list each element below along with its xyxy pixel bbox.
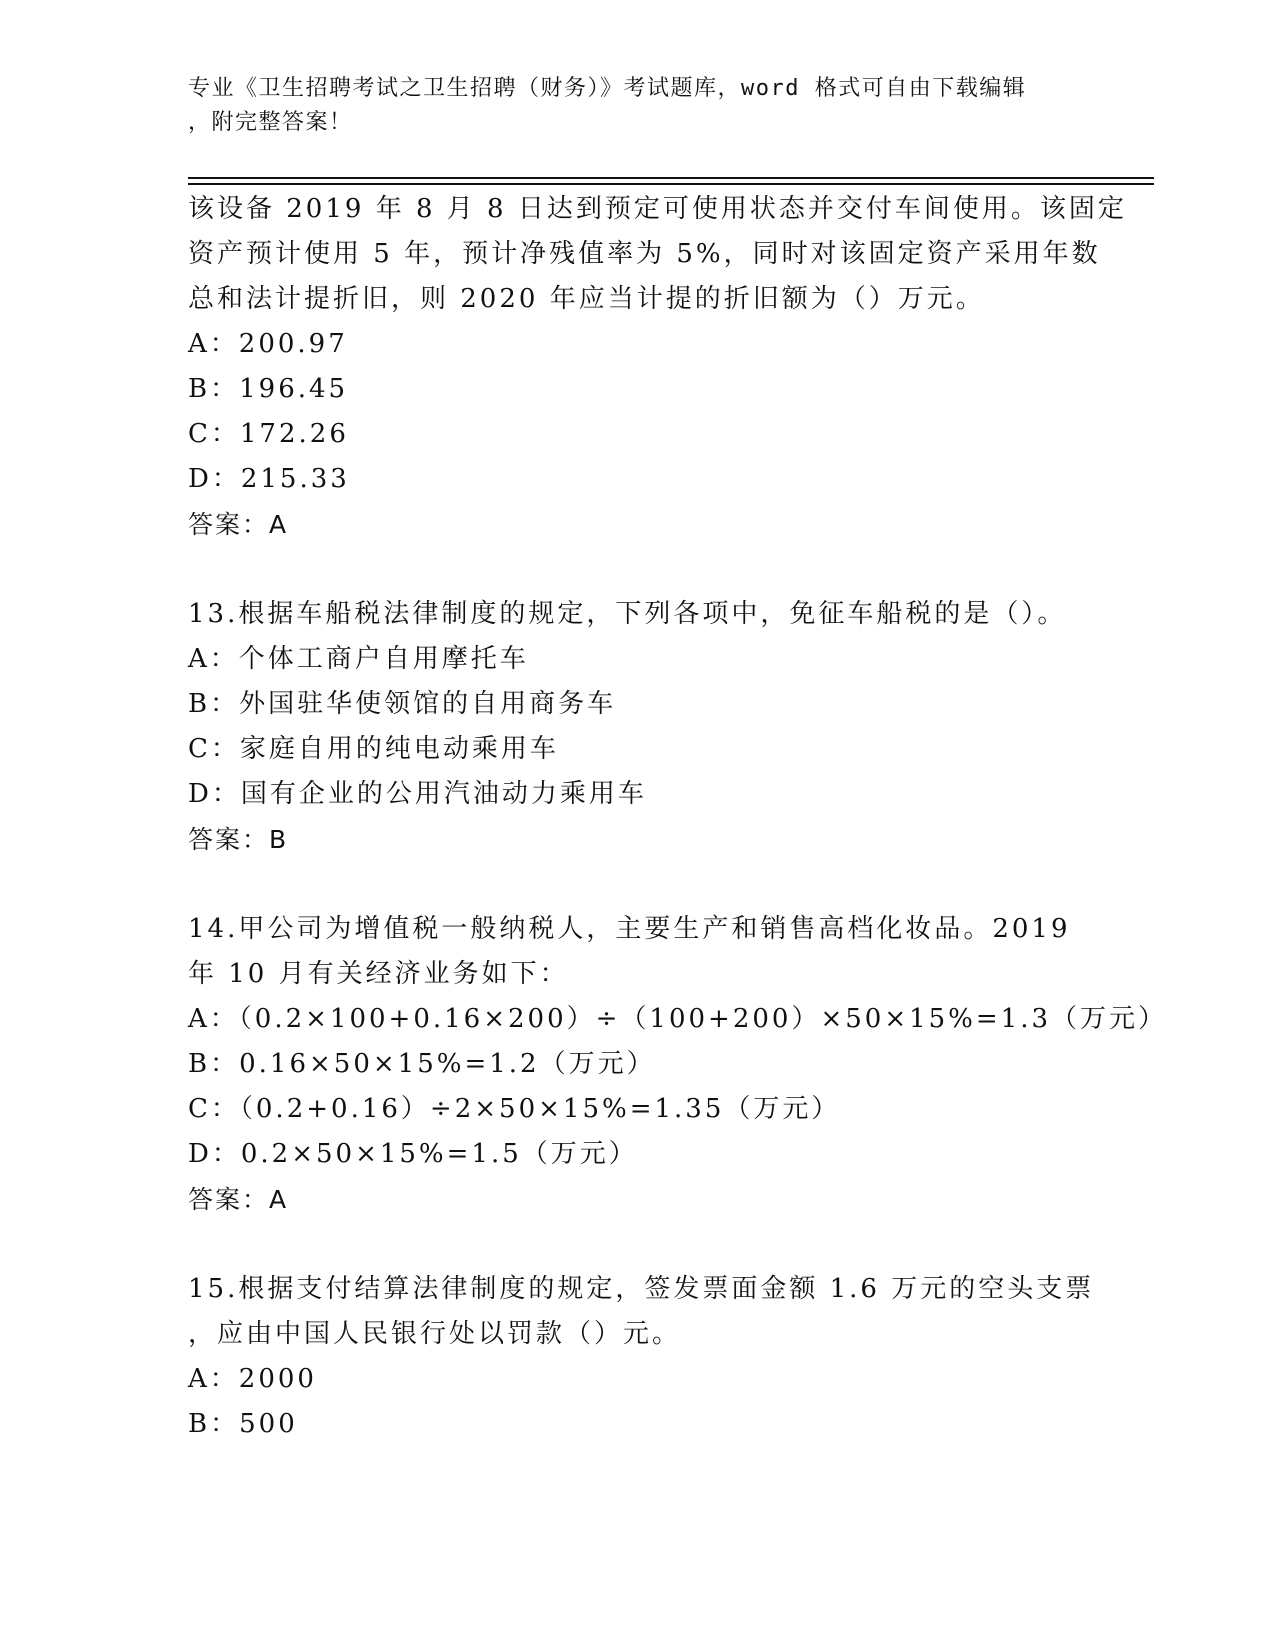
header-subtitle-line: ，附完整答案！	[188, 110, 353, 135]
option-a: A：200.97	[188, 329, 348, 359]
question-stem-line: 13.根据车船税法律制度的规定，下列各项中，免征车船税的是（）。	[188, 599, 1067, 629]
option-c: C：（0.2+0.16）÷2×50×15%=1.35（万元）	[188, 1094, 841, 1124]
answer-line: 答案：A	[188, 1185, 289, 1214]
question-list	[188, 187, 1168, 1447]
question-stem-line: 14.甲公司为增值税一般纳税人，主要生产和销售高档化妆品。2019	[188, 914, 1071, 944]
option-d: D：215.33	[188, 464, 350, 494]
question-13	[188, 592, 1088, 862]
question-14	[188, 907, 1168, 1222]
option-b: B：0.16×50×15%=1.2（万元）	[188, 1049, 656, 1079]
question-stem-line: ，应由中国人民银行处以罚款（）元。	[188, 1319, 682, 1349]
question-stem-line: 该设备 2019 年 8 月 8 日达到预定可使用状态并交付车间使用。该固定	[188, 194, 1127, 224]
option-a: A：2000	[188, 1364, 317, 1394]
question-stem-line: 15.根据支付结算法律制度的规定，签发票面金额 1.6 万元的空头支票	[188, 1274, 1095, 1304]
header-rule-bottom	[188, 183, 1154, 185]
answer-line: 答案：A	[188, 510, 289, 539]
spacer	[188, 1222, 1088, 1267]
spacer	[188, 862, 1088, 907]
header-title-line: 专业《卫生招聘考试之卫生招聘（财务）》考试题库，word 格式可自由下载编辑	[188, 76, 1027, 101]
option-c: C：家庭自用的纯电动乘用车	[188, 734, 559, 764]
option-b: B：500	[188, 1409, 298, 1439]
option-a: A：（0.2×100+0.16×200）÷（100+200）×50×15%=1.3（万元）	[188, 1004, 1168, 1034]
option-b: B：196.45	[188, 374, 349, 404]
option-d: D：国有企业的公用汽油动力乘用车	[188, 779, 647, 809]
question-stem-line: 资产预计使用 5 年，预计净残值率为 5%，同时对该固定资产采用年数	[188, 239, 1101, 269]
question-stem-line: 总和法计提折旧，则 2020 年应当计提的折旧额为（）万元。	[188, 284, 985, 314]
header-rule-top	[188, 177, 1154, 179]
answer-line: 答案：B	[188, 825, 289, 854]
option-c: C：172.26	[188, 419, 349, 449]
document-header	[188, 72, 1068, 140]
question-15	[188, 1267, 1095, 1447]
option-d: D：0.2×50×15%=1.5（万元）	[188, 1139, 638, 1169]
question-12	[188, 187, 1127, 547]
spacer	[188, 547, 1088, 592]
option-a: A：个体工商户自用摩托车	[188, 644, 529, 674]
option-b: B：外国驻华使领馆的自用商务车	[188, 689, 617, 719]
question-stem-line: 年 10 月有关经济业务如下：	[188, 959, 569, 989]
